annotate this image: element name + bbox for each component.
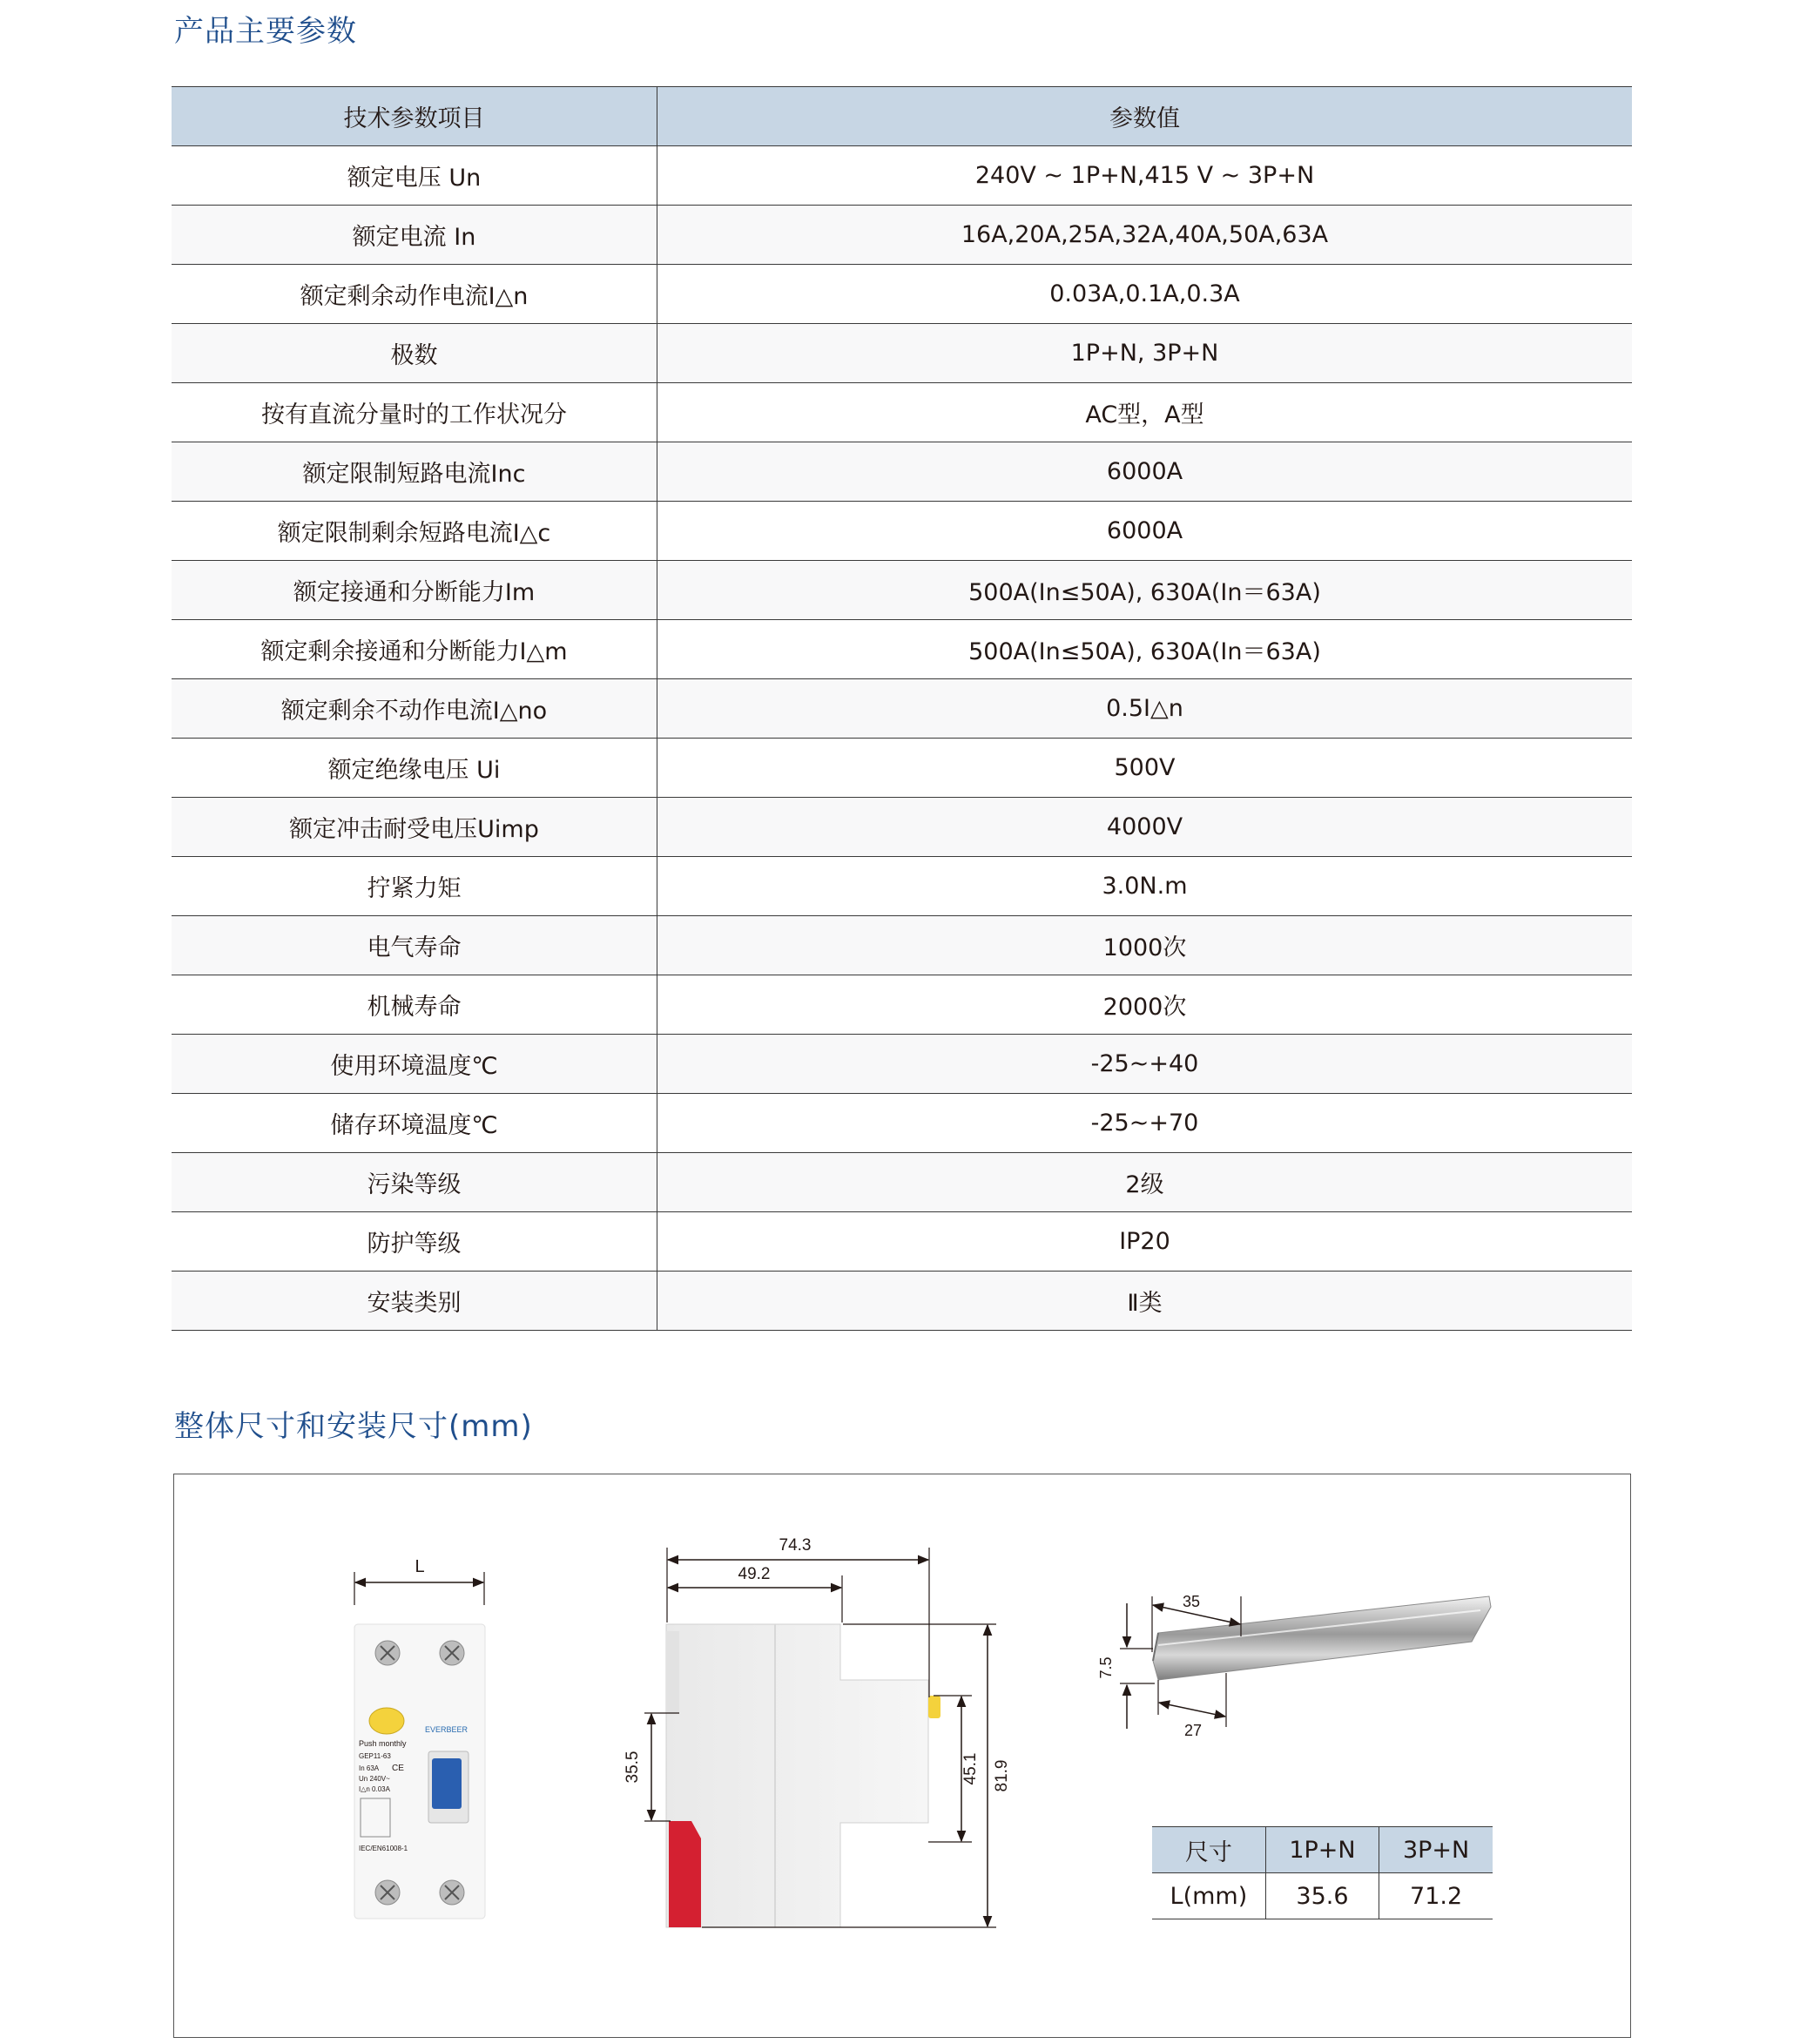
- dims-header-row: [1152, 1827, 1493, 1873]
- param-value: Ⅱ类: [657, 1272, 1633, 1331]
- params-row: [172, 1035, 1632, 1094]
- rail-dim-top: 35: [1182, 1593, 1201, 1610]
- params-header-item: 技术参数项目: [172, 87, 657, 146]
- side-view: [624, 1536, 1011, 1927]
- model-text: GEP11-63: [359, 1752, 391, 1760]
- params-row: [172, 916, 1632, 975]
- side-red-terminal: [669, 1821, 701, 1927]
- params-row: [172, 324, 1632, 383]
- screw-icon: [375, 1880, 400, 1905]
- param-value: AC型，A型: [657, 383, 1633, 442]
- ce-mark: CE: [392, 1764, 404, 1773]
- section-title-dimensions: 整体尺寸和安装尺寸(mm): [174, 1409, 533, 1444]
- param-value: 500A(In≤50A), 630A(In＝63A): [657, 561, 1633, 620]
- dims-cell-3p: 71.2: [1379, 1873, 1493, 1919]
- param-value: 2000次: [657, 975, 1633, 1035]
- param-item: 额定电压 Un: [172, 146, 657, 206]
- rail-dim-bottom: 27: [1183, 1722, 1203, 1739]
- param-value: 500V: [657, 739, 1633, 798]
- param-item: 使用环境温度℃: [172, 1035, 657, 1094]
- param-item: 污染等级: [172, 1153, 657, 1212]
- dims-row: [1152, 1873, 1493, 1919]
- rating-un: Un 240V~: [359, 1775, 390, 1783]
- params-table: [172, 86, 1632, 1331]
- param-value: 240V ~ 1P+N,415 V ~ 3P+N: [657, 146, 1633, 206]
- params-row: [172, 383, 1632, 442]
- param-value: -25~+70: [657, 1094, 1633, 1153]
- param-item: 拧紧力矩: [172, 857, 657, 916]
- front-view: [354, 1557, 485, 1919]
- front-dim-l: L: [415, 1557, 425, 1576]
- din-rail-view: [1097, 1593, 1491, 1739]
- side-dim-left-height: 35.5: [624, 1751, 642, 1784]
- breaker-side-body: [666, 1624, 928, 1927]
- param-item: 按有直流分量时的工作状况分: [172, 383, 657, 442]
- param-item: 额定剩余接通和分断能力I△m: [172, 620, 657, 679]
- standard-text: IEC/EN61008-1: [359, 1845, 408, 1852]
- side-test-button: [928, 1696, 940, 1718]
- param-value: 500A(In≤50A), 630A(In＝63A): [657, 620, 1633, 679]
- param-value: 3.0N.m: [657, 857, 1633, 916]
- params-row: [172, 1272, 1632, 1331]
- param-item: 额定限制剩余短路电流I△c: [172, 502, 657, 561]
- param-item: 极数: [172, 324, 657, 383]
- param-value: 1000次: [657, 916, 1633, 975]
- params-row: [172, 502, 1632, 561]
- params-row: [172, 857, 1632, 916]
- param-value: 6000A: [657, 442, 1633, 502]
- section-title-params: 产品主要参数: [174, 14, 357, 49]
- brand-logo: EVERBEER: [425, 1725, 469, 1734]
- params-row: [172, 620, 1632, 679]
- param-value: 16A,20A,25A,32A,40A,50A,63A: [657, 206, 1633, 265]
- params-row: [172, 798, 1632, 857]
- screw-icon: [440, 1880, 464, 1905]
- screw-icon: [440, 1641, 464, 1665]
- params-body: [172, 146, 1632, 1331]
- params-header-value: 参数值: [657, 87, 1633, 146]
- rating-idn: I△n 0.03A: [359, 1785, 390, 1793]
- side-top-step: [666, 1631, 679, 1713]
- param-item: 额定冲击耐受电压Uimp: [172, 798, 657, 857]
- dimensions-panel: [173, 1474, 1631, 2038]
- dims-cell-1p: 35.6: [1265, 1873, 1379, 1919]
- params-row: [172, 679, 1632, 739]
- param-value: 6000A: [657, 502, 1633, 561]
- side-dim-body-width: 49.2: [738, 1565, 771, 1583]
- param-value: 1P+N, 3P+N: [657, 324, 1633, 383]
- dims-header-size: 尺寸: [1152, 1827, 1265, 1873]
- param-item: 防护等级: [172, 1212, 657, 1272]
- dims-header-1p: 1P+N: [1265, 1827, 1379, 1873]
- param-item: 机械寿命: [172, 975, 657, 1035]
- params-header-row: [172, 87, 1632, 146]
- side-dim-mid-height: 45.1: [961, 1752, 980, 1785]
- side-dim-total-height: 81.9: [993, 1759, 1011, 1792]
- param-item: 储存环境温度℃: [172, 1094, 657, 1153]
- params-row: [172, 442, 1632, 502]
- param-value: 2级: [657, 1153, 1633, 1212]
- rail-dim-height: 7.5: [1097, 1656, 1115, 1679]
- param-value: 0.5I△n: [657, 679, 1633, 739]
- param-item: 额定剩余动作电流I△n: [172, 265, 657, 324]
- param-item: 安装类别: [172, 1272, 657, 1331]
- param-item: 电气寿命: [172, 916, 657, 975]
- param-item: 额定电流 In: [172, 206, 657, 265]
- param-item: 额定接通和分断能力Im: [172, 561, 657, 620]
- toggle-lever: [432, 1758, 462, 1809]
- params-row: [172, 146, 1632, 206]
- dimension-drawings: [174, 1474, 1632, 2039]
- param-item: 额定剩余不动作电流I△no: [172, 679, 657, 739]
- dims-cell-label: L(mm): [1152, 1873, 1265, 1919]
- params-row: [172, 561, 1632, 620]
- test-button: [369, 1708, 404, 1734]
- screw-icon: [375, 1641, 400, 1665]
- param-value: IP20: [657, 1212, 1633, 1272]
- dims-header-3p: 3P+N: [1379, 1827, 1493, 1873]
- din-rail: [1153, 1596, 1491, 1680]
- side-dim-total-width: 74.3: [779, 1536, 812, 1555]
- params-row: [172, 975, 1632, 1035]
- params-row: [172, 1094, 1632, 1153]
- param-item: 额定限制短路电流Inc: [172, 442, 657, 502]
- param-value: -25~+40: [657, 1035, 1633, 1094]
- push-text: Push monthly: [359, 1739, 407, 1748]
- param-value: 4000V: [657, 798, 1633, 857]
- param-item: 额定绝缘电压 Ui: [172, 739, 657, 798]
- params-row: [172, 265, 1632, 324]
- dims-table: [1152, 1826, 1493, 1919]
- params-row: [172, 206, 1632, 265]
- params-row: [172, 739, 1632, 798]
- param-value: 0.03A,0.1A,0.3A: [657, 265, 1633, 324]
- params-row: [172, 1153, 1632, 1212]
- rating-in: In 63A: [359, 1764, 380, 1772]
- params-row: [172, 1212, 1632, 1272]
